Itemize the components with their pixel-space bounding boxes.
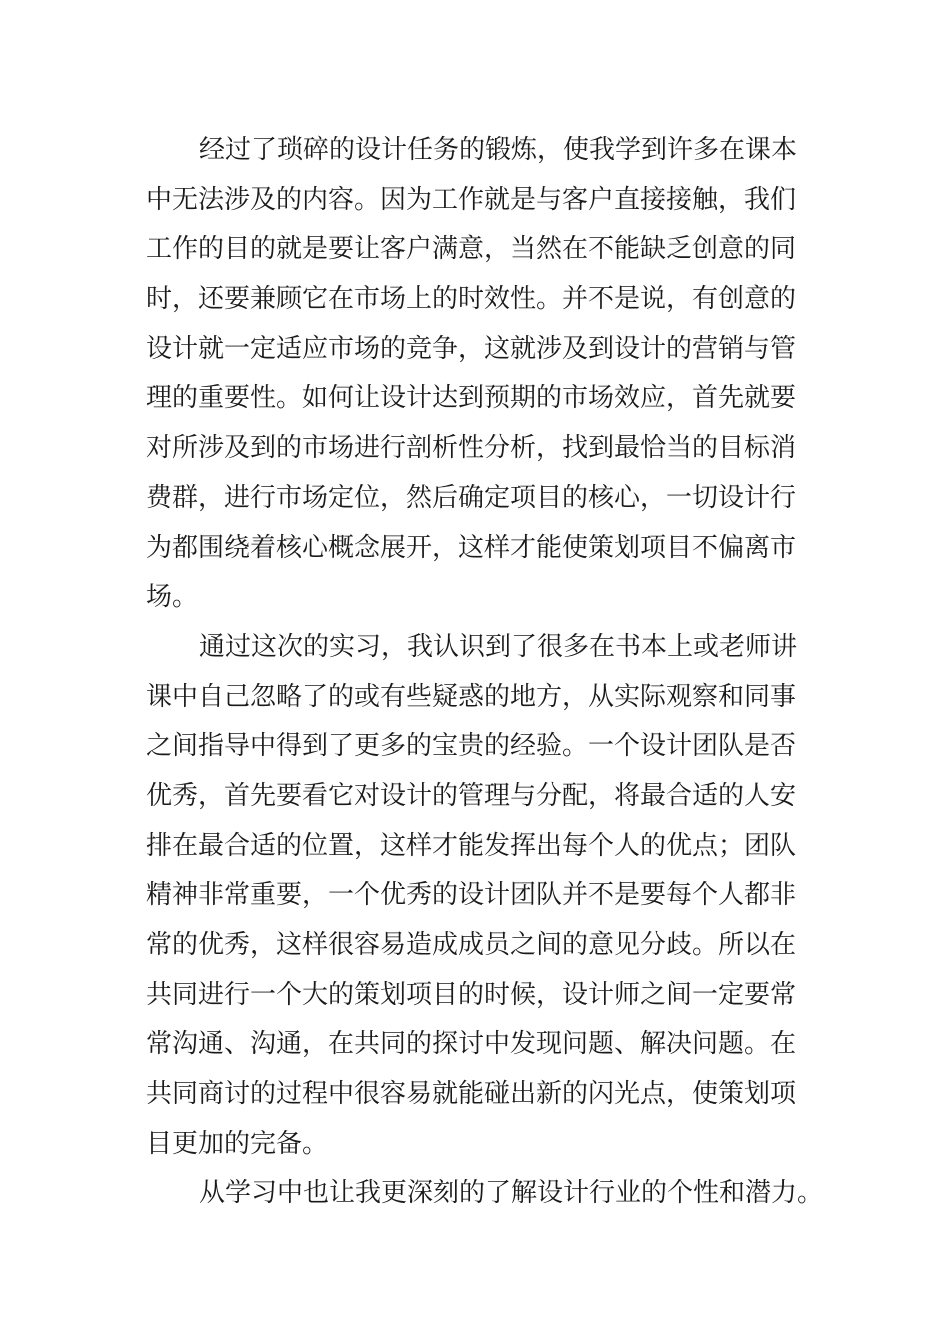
- text-line: 通过这次的实习，我认识到了很多在书本上或老师讲: [199, 631, 798, 662]
- text-line: 费群，进行市场定位，然后确定项目的核心，一切设计行: [146, 482, 797, 513]
- paragraph-3: [146, 1169, 824, 1219]
- text-line: 中无法涉及的内容。因为工作就是与客户直接接触，我们: [146, 184, 797, 215]
- paragraph-1: [146, 126, 806, 623]
- body-text: [146, 126, 824, 1219]
- text-line: 排在最合适的位置，这样才能发挥出每个人的优点；团队: [146, 830, 797, 861]
- text-line: 理的重要性。如何让设计达到预期的市场效应，首先就要: [146, 383, 797, 414]
- text-line: 场。: [146, 582, 199, 613]
- text-line: 工作的目的就是要让客户满意，当然在不能缺乏创意的同: [146, 234, 797, 265]
- text-line: 经过了琐碎的设计任务的锻炼，使我学到许多在课本: [199, 135, 798, 165]
- text-line: 对所涉及到的市场进行剖析性分析，找到最恰当的目标消: [146, 433, 797, 464]
- text-line: 设计就一定适应市场的竞争，这就涉及到设计的营销与管: [146, 333, 797, 364]
- text-line: 之间指导中得到了更多的宝贵的经验。一个设计团队是否: [146, 731, 797, 762]
- text-line: 常的优秀，这样很容易造成成员之间的意见分歧。所以在: [146, 930, 797, 960]
- text-line: 常沟通、沟通，在共同的探讨中发现问题、解决问题。在: [146, 1029, 797, 1060]
- text-line: 目更加的完备。: [146, 1128, 329, 1159]
- text-line: 优秀，首先要看它对设计的管理与分配，将最合适的人安: [146, 780, 797, 811]
- text-line: 从学习中也让我更深刻的了解设计行业的个性和潜力。: [199, 1178, 824, 1209]
- text-line: 课中自己忽略了的或有些疑惑的地方，从实际观察和同事: [146, 681, 797, 712]
- text-line: 为都围绕着核心概念展开，这样才能使策划项目不偏离市: [146, 532, 797, 563]
- text-line: 精神非常重要，一个优秀的设计团队并不是要每个人都非: [146, 880, 797, 911]
- text-line: 共同商讨的过程中很容易就能碰出新的闪光点，使策划项: [146, 1079, 797, 1110]
- text-line: 时，还要兼顾它在市场上的时效性。并不是说，有创意的: [146, 284, 797, 315]
- text-line: 共同进行一个大的策划项目的时候，设计师之间一定要常: [146, 979, 797, 1010]
- paragraph-2: [146, 623, 806, 1170]
